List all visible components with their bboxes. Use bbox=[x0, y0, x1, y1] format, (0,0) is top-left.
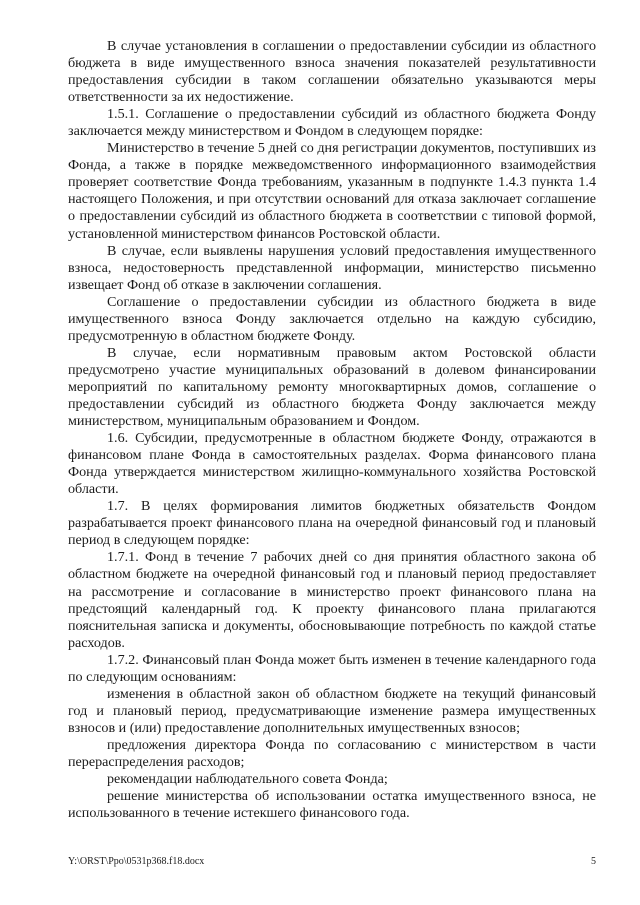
paragraph: 1.7. В целях формирования лимитов бюджетных обязательств Фондом разрабатывается проект финансового плана на очередной финансовый год и плановый период в следующем порядке: bbox=[68, 498, 596, 549]
paragraph: Соглашение о предоставлении субсидии из областного бюджета в виде имущественного взноса Фонду заключается отдельно на каждую субсидию, предусмотренную в областном бюджете Фонду. bbox=[68, 293, 596, 344]
paragraph: Министерство в течение 5 дней со дня регистрации документов, поступивших из Фонда, а также в порядке межведомственного информационного взаимодействия проверяет соответствие Фонда требованиям, указанным в подпункте 1.4.3 пункта 1.4 настоящего Положения, и при отсутствии оснований для отказа заключает соглашение о предоставлении субсидий из областного бюджета в соответствии с типовой формой, установленной министерством финансов Ростовской области. bbox=[68, 140, 596, 242]
paragraph: изменения в областной закон об областном бюджете на текущий финансовый год и плановый период, предусматривающие изменение размера имущественных взносов и (или) предоставление дополнительных имущественных взносов; bbox=[68, 685, 596, 736]
paragraph: 1.6. Субсидии, предусмотренные в областном бюджете Фонду, отражаются в финансовом плане Фонда в самостоятельных разделах. Форма финансового плана Фонда утверждается министерством жилищно-коммунального хозяйства Ростовской области. bbox=[68, 430, 596, 498]
paragraph: предложения директора Фонда по согласованию с министерством в части перераспределения расходов; bbox=[68, 736, 596, 770]
paragraph: 1.7.1. Фонд в течение 7 рабочих дней со дня принятия областного закона об областном бюджете на очередной финансовый год и плановый период предоставляет на рассмотрение и согласование в министерство проект финансового плана на предстоящий календарный год. К проекту финансового плана прилагаются пояснительная записка и документы, обосновывающие потребность по каждой статье расходов. bbox=[68, 549, 596, 651]
paragraph: 1.5.1. Соглашение о предоставлении субсидий из областного бюджета Фонду заключается между министерством и Фондом в следующем порядке: bbox=[68, 106, 596, 140]
paragraph: рекомендации наблюдательного совета Фонда; bbox=[107, 771, 388, 788]
paragraph: решение министерства об использовании остатка имущественного взноса, не использованного в течение истекшего финансового года. bbox=[68, 788, 596, 822]
paragraph: 1.7.2. Финансовый план Фонда может быть изменен в течение календарного года по следующим основаниям: bbox=[68, 651, 596, 685]
page-footer bbox=[68, 856, 596, 868]
paragraph: В случае, если нормативным правовым актом Ростовской области предусмотрено участие муниципальных образований в долевом финансировании мероприятий по капитальному ремонту многоквартирных домов, соглашение о предоставлении субсидий из областного бюджета Фонду заключается между министерством, муниципальным образованием и Фондом. bbox=[68, 344, 596, 430]
page-number: 5 bbox=[591, 856, 596, 867]
footer-file-path: Y:\ORST\Ppo\0531p368.f18.docx bbox=[68, 856, 205, 867]
paragraph: В случае, если выявлены нарушения условий предоставления имущественного взноса, недостоверность представленной информации, министерство письменно извещает Фонд об отказе в заключении соглашения. bbox=[68, 242, 596, 293]
document-body bbox=[68, 38, 596, 822]
paragraph: В случае установления в соглашении о предоставлении субсидии из областного бюджета в виде имущественного взноса значения показателей результативности предоставления субсидии в таком соглашении обязательно указываются меры ответственности за их недостижение. bbox=[68, 38, 596, 106]
